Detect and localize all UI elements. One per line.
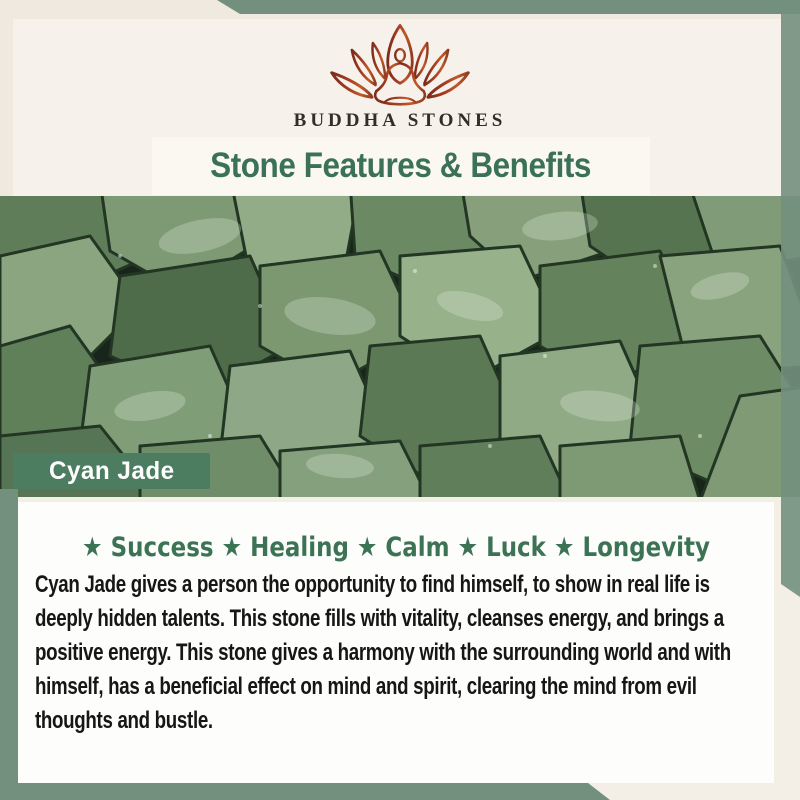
cyan-jade-stones-photo bbox=[0, 196, 800, 497]
benefits-line: ★ Success ★ Healing ★ Calm ★ Luck ★ Longevity bbox=[82, 532, 710, 563]
left-accent-strip bbox=[0, 489, 18, 800]
stone-name-text: Cyan Jade bbox=[48, 456, 175, 485]
lotus-meditation-icon bbox=[310, 22, 490, 106]
description-container bbox=[35, 568, 775, 738]
benefits-card bbox=[18, 502, 774, 783]
section-title-banner bbox=[152, 137, 650, 195]
right-accent-strip bbox=[781, 0, 800, 597]
description-paragraph: Cyan Jade gives a person the opportunity to find himself, to show in real life is deeply hidden talents. This stone fills with vitality, cleanses energy, and brings a positive energy. This stone gives a harmony with the surrounding world and with himself, has a beneficial effect on mind and spirit, clearing the mind from evil thoughts and bustle. bbox=[35, 571, 731, 734]
top-right-accent-band bbox=[0, 0, 800, 14]
stone-name-label bbox=[13, 453, 210, 489]
benefits-section bbox=[0, 497, 800, 800]
stones-collage bbox=[0, 196, 800, 497]
section-title: Stone Features & Benefits bbox=[210, 146, 592, 185]
brand-name: BUDDHA STONES bbox=[293, 110, 507, 131]
